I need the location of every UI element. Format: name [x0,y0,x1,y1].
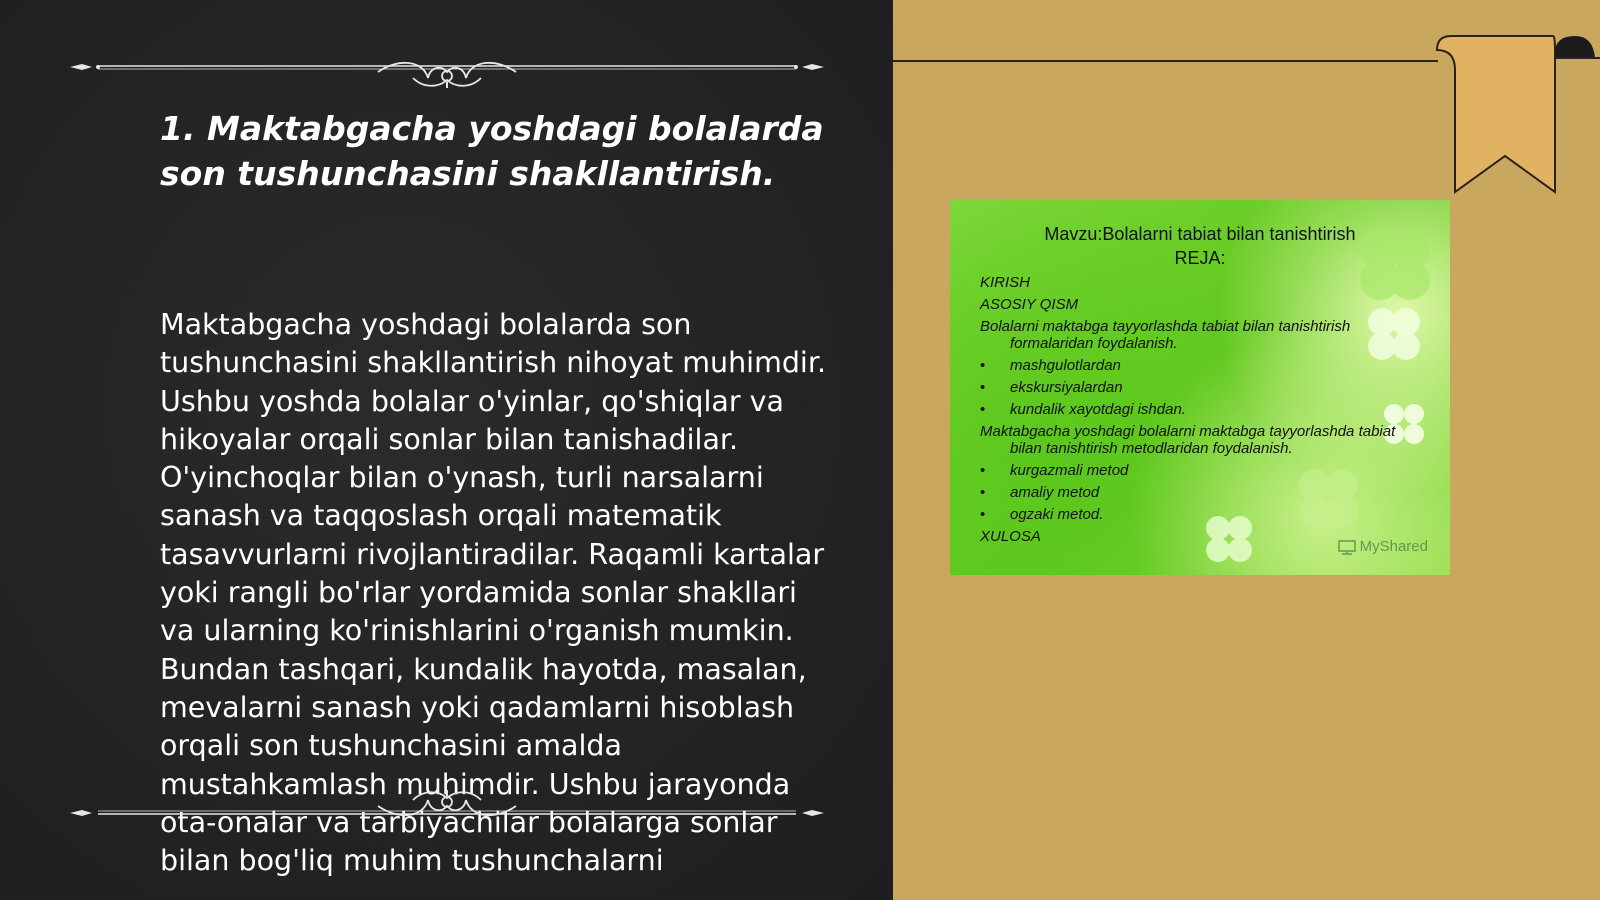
image-title-line2: REJA: [1174,248,1226,268]
ornamental-divider-bottom [68,790,826,830]
list-item: ASOSIY QISM [980,296,1079,313]
presentation-icon [1338,539,1356,555]
watermark-text: MyShared [1359,538,1428,555]
watermark [1338,538,1428,555]
list-item: • mashgulotlardan [980,357,1420,374]
list-item: Bolalarni maktabga tayyorlashda tabiat bilan tanishtirish formalaridan foydalanish. [980,318,1351,352]
list-item: • kurgazmali metod [980,462,1420,479]
list-item: Maktabgacha yoshdagi bolalarni maktabga tayyorlashda tabiat bilan tanishtirish metodlaridan foydalanish. [980,423,1396,457]
ornamental-divider-top [68,48,826,88]
gold-image-panel [893,0,1600,900]
list-item: KIRISH [980,274,1031,291]
list-item: • ekskursiyalardan [980,379,1420,396]
list-item: • ogzaki metod. [980,506,1420,523]
list-item: • kundalik xayotdagi ishdan. [980,401,1420,418]
image-outline-list [980,274,1420,550]
slide-body-text: Maktabgacha yoshdagi bolalarda son tushunchasini shakllantirish nihoyat muhimdir. Ushbu yoshda bolalar o'yinlar, qo'shiqlar va hikoyalar orqali sonlar bilan tanishadilar. O'yinchoqlar bilan o'ynash, turli narsalarni sanash va taqqoslash orqali matematik tasavvurlarni rivojlantiradilar. Raqamli kartalar yoki rangli bo'rlar yordamida sonlar shakllari va ularning ko'rinishlarini o'rganish mumkin. Bundan tashqari, kundalik hayotda, masalan, mevalarni sanash yoki qadamlarni hisoblash orqali son tushunchasini amalda mustahkamlash muhimdir. Ushbu jarayonda ota-onalar va tarbiyachilar bolalarga sonlar bilan bog'liq muhim tushunchalarni [160,308,827,878]
image-title-line1: Mavzu:Bolalarni tabiat bilan tanishtirish [1044,224,1356,244]
list-item: • amaliy metod [980,484,1420,501]
decorative-line [893,60,1438,62]
list-item: XULOSA [980,528,1041,545]
slide-title: 1. Maktabgacha yoshdagi bolalarda son tushunchasini shakllantirish. [160,109,824,193]
image-title [950,222,1450,270]
bookmark-ribbon-icon [1435,30,1600,200]
embedded-slide-image [950,200,1450,575]
